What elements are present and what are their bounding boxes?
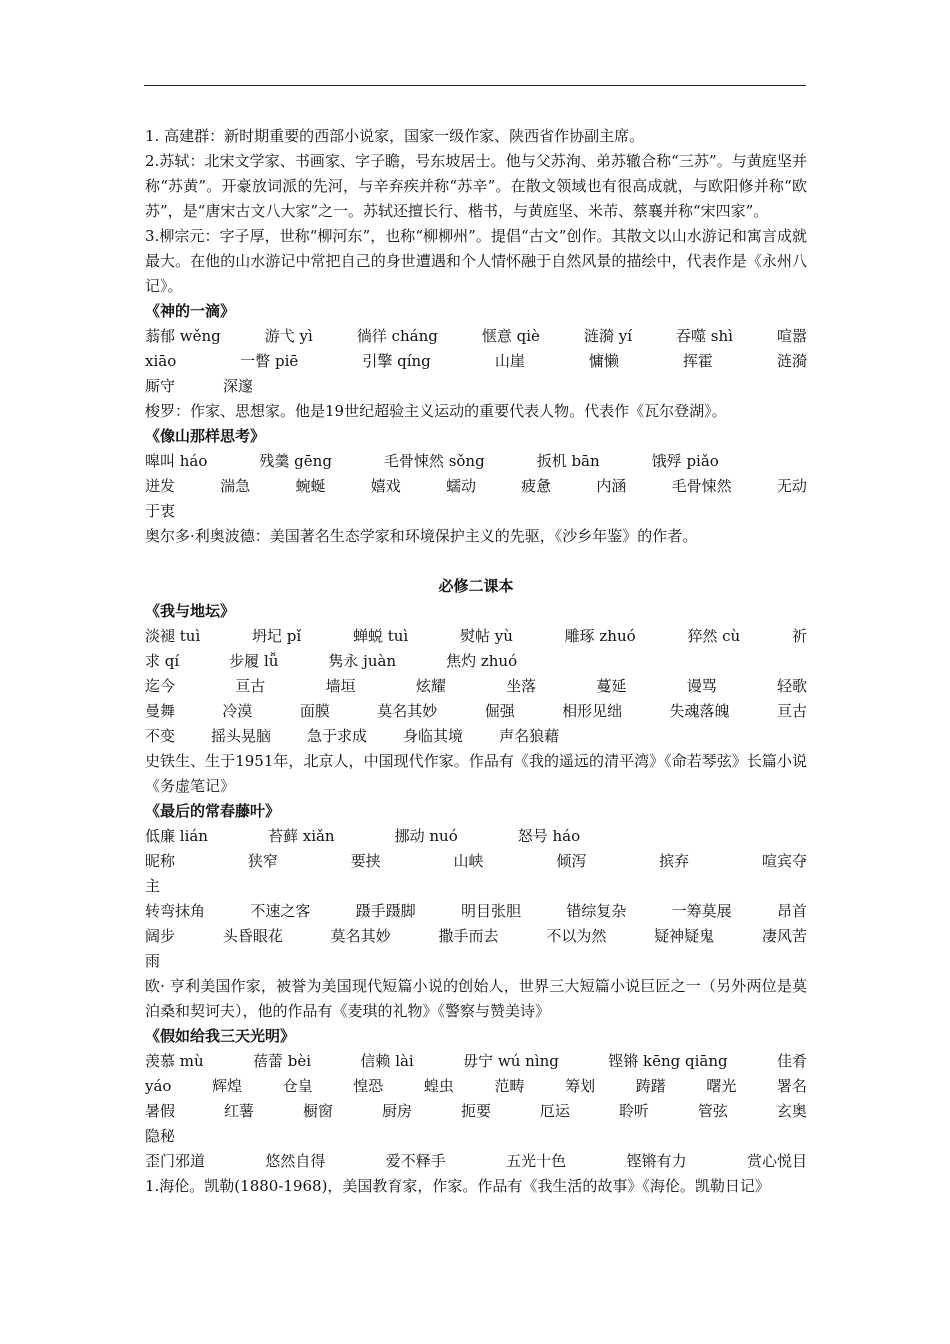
vocab-item: 身临其境 [403,727,464,745]
author-note: 欧· 亨利美国作家，被誉为美国现代短篇小说的创始人，世界三大短篇小说巨匠之一（另外两位是莫泊桑和契诃夫），他的作品有《麦琪的礼物》《警察与赞美诗》 [145,977,807,1020]
vocab-item: 厄运 [539,1102,570,1120]
vocab-item: 冷漠 [222,702,253,720]
word-row [145,949,807,974]
vocab-item: 聆听 [618,1102,649,1120]
vocab-item: 主 [145,877,161,895]
paragraph-su: 2.苏轼：北宋文学家、书画家、字子瞻，号东坡居士。他与父苏洵、弟苏辙合称“三苏”。与黄庭坚并称“苏黄”。开豪放词派的先河，与辛弃疾并称“苏辛”。在散文领域也有很高成就，与欧阳修并称“欧苏”，是“唐宋古文八大家”之一。苏轼还擅长行、楷书，与黄庭坚、米芾、蔡襄并称“宋四家”。 [145,152,807,220]
vocab-item: 不速之客 [250,902,311,920]
vocab-item: 红薯 [223,1102,254,1120]
vocab-item: 轻歌 [776,677,807,695]
paragraph-liu: 3.柳宗元：字子厚，世称“柳河东”，也称“柳柳州”。提倡“古文”创作。其散文以山水游记和寓言成就最大。在他的山水游记中常把自己的身世遭遇和个人情怀融于自然风景的描绘中，代表作是《永州八记》。 [145,227,807,295]
vocab-item: 铿锵有力 [626,1152,687,1170]
vocab-item: 暑假 [145,1102,176,1120]
word-row [145,824,807,849]
word-row [145,449,807,474]
word-row [145,699,807,724]
vocab-item: 嗥叫 háo [145,452,208,470]
vocab-item: 毛骨悚然 [671,477,732,495]
vocab-item: 署名 [776,1077,807,1095]
section-title: 《假如给我三天光明》 [145,1027,296,1045]
word-row [145,499,807,524]
vocab-item: 涟漪 yí [583,327,632,345]
vocab-item: 扼要 [460,1102,491,1120]
vocab-item: 蠕动 [445,477,476,495]
vocab-item: 谩骂 [686,677,717,695]
vocab-item: 隽永 juàn [328,652,397,670]
vocab-item: 厨房 [381,1102,412,1120]
word-row [145,849,807,874]
vocab-item: 赏心悦目 [746,1152,807,1170]
vocab-item: 残羹 gēng [259,452,332,470]
author-note: 奥尔多·利奥波德：美国著名生态学家和环境保护主义的先驱，《沙乡年鉴》的作者。 [145,527,698,545]
vocab-item: 一筹莫展 [671,902,732,920]
vocab-item: 转弯抹角 [145,902,206,920]
vocab-item: 挥霍 [682,352,713,370]
vocab-item: 摈弃 [659,852,690,870]
vocab-item: 蜿蜒 [295,477,326,495]
vocab-item: 坍圮 pǐ [252,627,302,645]
word-row [145,874,807,899]
vocab-item: 错综复杂 [566,902,627,920]
vocab-item: 挪动 nuó [394,827,458,845]
vocab-item: 祈 [791,627,807,645]
vocab-item: 踌躇 [635,1077,666,1095]
word-row [145,1074,807,1099]
vocab-item: 亘古 [776,702,807,720]
vocab-item: 筹划 [565,1077,596,1095]
word-row [145,899,807,924]
vocab-item: 喧宾夺 [761,852,807,870]
vocab-item: 急于求成 [307,727,368,745]
vocab-item: 蔓延 [596,677,627,695]
vocab-item: 爱不释手 [385,1152,446,1170]
paragraph-gao: 1. 高建群：新时期重要的西部小说家，国家一级作家、陕西省作协副主席。 [145,127,645,145]
vocab-item: 怒号 háo [517,827,581,845]
vocab-item: 亘古 [235,677,266,695]
word-row [145,624,807,649]
vocab-item: 五光十色 [506,1152,567,1170]
vocab-item: xiāo [145,352,177,370]
vocab-item: 低廉 lián [145,827,208,845]
vocab-item: 慵懒 [588,352,619,370]
vocab-item: 墙垣 [325,677,356,695]
document-body [145,124,807,1199]
vocab-item: 凄风苦 [761,927,807,945]
vocab-item: 惬意 qiè [481,327,540,345]
vocab-item: 一瞥 piē [240,352,299,370]
vocab-item: 雕琢 zhuó [564,627,636,645]
word-row [145,1099,807,1124]
section-title: 《神的一滴》 [145,302,236,320]
vocab-item: 山峡 [453,852,484,870]
vocab-item: 范畴 [494,1077,525,1095]
vocab-item: 明目张胆 [460,902,521,920]
vocab-item: 内涵 [596,477,627,495]
vocab-item: 蓊郁 wěng [145,327,221,345]
header-rule [144,85,806,86]
vocab-item: 辉煌 [212,1077,243,1095]
vocab-item: 蓓蕾 bèi [253,1052,312,1070]
vocab-item: 铿锵 kēng qiāng [608,1052,728,1070]
vocab-item: 无动 [776,477,807,495]
vocab-item: 疲惫 [521,477,552,495]
vocab-item: 游弋 yì [264,327,313,345]
author-note: 史铁生、生于1951年，北京人，中国现代作家。作品有《我的遥远的清平湾》《命若琴弦》长篇小说《务虚笔记》 [145,752,807,795]
vocab-item: 倾泻 [556,852,587,870]
vocab-item: 喧嚣 [776,327,807,345]
vocab-item: 湍急 [220,477,251,495]
vocab-item: 阔步 [145,927,176,945]
section-title: 《最后的常春藤叶》 [145,802,281,820]
vocab-item: 坐落 [506,677,537,695]
vocab-item: 昵称 [145,852,176,870]
section-heading: 必修二课本 [438,577,514,595]
vocab-item: 求 qí [145,652,180,670]
vocab-item: 信赖 lài [360,1052,414,1070]
vocab-item: 蹑手蹑脚 [355,902,416,920]
vocab-item: yáo [145,1077,172,1095]
section-title: 《像山那样思考》 [145,427,266,445]
vocab-item: 蝉蜕 tuì [352,627,409,645]
vocab-item: 曼舞 [145,702,176,720]
vocab-item: 猝然 cù [687,627,741,645]
vocab-item: 毛骨悚然 sǒng [383,452,485,470]
vocab-item: 毋宁 wú nìng [463,1052,559,1070]
vocab-item: 步履 lǚ [229,652,279,670]
vocab-item: 莫名其妙 [330,927,391,945]
vocab-item: 倔强 [484,702,515,720]
word-row [145,474,807,499]
vocab-item: 迸发 [145,477,176,495]
vocab-item: 熨帖 yù [459,627,513,645]
vocab-item: 管弦 [697,1102,728,1120]
word-row [145,1124,807,1149]
vocab-item: 疑神疑鬼 [654,927,715,945]
vocab-item: 仓皇 [282,1077,313,1095]
vocab-item: 撒手而去 [438,927,499,945]
vocab-item: 涟漪 [776,352,807,370]
author-note: 梭罗：作家、思想家。他是19世纪超验主义运动的重要代表人物。代表作《瓦尔登湖》。 [145,402,727,420]
vocab-item: 摇头晃脑 [211,727,272,745]
vocab-item: 昂首 [776,902,807,920]
vocab-item: 相形见绌 [562,702,623,720]
vocab-item: 于衷 [145,502,176,520]
vocab-item: 声名狼藉 [499,727,560,745]
vocab-item: 隐秘 [145,1127,176,1145]
vocab-item: 炫耀 [415,677,446,695]
vocab-item: 山崖 [494,352,525,370]
section-title: 《我与地坛》 [145,602,236,620]
vocab-item: 苔藓 xiǎn [267,827,335,845]
word-row [145,374,807,399]
word-row [145,924,807,949]
word-row [145,1149,807,1174]
word-row [145,1049,807,1074]
vocab-item: 扳机 bān [536,452,600,470]
vocab-item: 饿殍 piǎo [651,452,719,470]
vocab-item: 引擎 qíng [362,352,431,370]
word-row [145,649,807,674]
vocab-item: 不变 [145,727,176,745]
vocab-item: 雨 [145,952,161,970]
word-row [145,349,807,374]
vocab-item: 羡慕 mù [145,1052,204,1070]
vocab-item: 佳肴 [776,1052,807,1070]
vocab-item: 吞噬 shì [676,327,733,345]
vocab-item: 狭窄 [247,852,278,870]
vocab-item: 悠然自得 [265,1152,326,1170]
vocab-item: 要挟 [350,852,381,870]
vocab-item: 嬉戏 [370,477,401,495]
vocab-item: 莫名其妙 [377,702,438,720]
word-row [145,724,807,749]
vocab-item: 焦灼 zhuó [446,652,518,670]
vocab-item: 失魂落魄 [669,702,730,720]
author-note: 1.海伦。凯勒(1880-1968)，美国教育家，作家。作品有《我生活的故事》《海伦。凯勒日记》 [145,1177,770,1195]
vocab-item: 面膜 [299,702,330,720]
vocab-item: 深邃 [223,377,254,395]
vocab-item: 蝗虫 [423,1077,454,1095]
vocab-item: 玄奥 [776,1102,807,1120]
vocab-item: 厮守 [145,377,176,395]
vocab-item: 曙光 [706,1077,737,1095]
vocab-item: 淡褪 tuì [145,627,201,645]
vocab-item: 迄今 [145,677,176,695]
vocab-item: 头昏眼花 [222,927,283,945]
vocab-item: 不以为然 [546,927,607,945]
vocab-item: 橱窗 [302,1102,333,1120]
vocab-item: 歪门邪道 [145,1152,206,1170]
vocab-item: 惶恐 [353,1077,384,1095]
word-row [145,674,807,699]
vocab-item: 徜徉 cháng [356,327,438,345]
word-row [145,324,807,349]
